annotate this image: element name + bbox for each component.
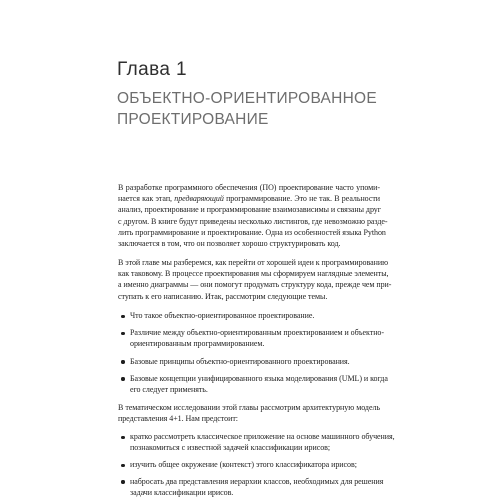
text-line: Базовые принципы объектно-ориентированного проектирования. [130, 356, 350, 366]
text-line [118, 193, 380, 204]
chapter-title-line: ПРОЕКТИРОВАНИЕ [117, 111, 269, 128]
bullet-icon [121, 315, 124, 318]
topic-item [118, 310, 380, 321]
text-line: ступать к его написанию. Итак, рассмотрим следующие темы. [118, 291, 328, 301]
plan-paragraph [118, 257, 392, 302]
bullet-icon [121, 360, 124, 363]
chapter-title [117, 88, 377, 130]
text-line: набросать два представления иерархии классов, необходимых для решения [130, 476, 384, 486]
text-line: задачи классификации ирисов. [130, 487, 234, 497]
text-line: как таковому. В процессе проектирования мы сформируем наглядные элементы, [118, 269, 389, 279]
task-item [118, 476, 384, 498]
text-line: лить программирование и проектирование. Одна из особенностей языка Python [118, 227, 386, 237]
topic-item [118, 356, 380, 367]
chapter-title-line: ОБЪЕКТНО-ОРИЕНТИРОВАННОЕ [117, 90, 377, 107]
case-study-paragraph [118, 402, 380, 424]
tasks-list [118, 431, 395, 498]
bullet-icon [121, 377, 124, 380]
text-line: анализ, проектирование и программирование взаимозависимы и связаны друг [118, 205, 381, 215]
text-line: представления 4+1. Нам предстоит: [118, 414, 238, 424]
text-line: его следует применять. [130, 384, 208, 394]
text-segment: программирование. Это не так. В реальности [223, 194, 380, 204]
bullet-icon [121, 436, 124, 439]
task-item [118, 431, 395, 453]
topic-item [118, 327, 384, 349]
text-line: Что такое объектно-ориентированное проектирование. [130, 311, 315, 320]
text-line: В этой главе мы разберемся, как перейти от хорошей идеи к программированию [118, 258, 389, 267]
text-line: а именно диаграммы — они помогут продумать структуру кода, прежде чем при- [118, 280, 392, 290]
intro-paragraph [118, 182, 388, 249]
text-line: познакомиться с известной задачей классификации ирисов; [130, 443, 331, 453]
chapter-label: Глава 1 [117, 59, 187, 80]
text-line: ориентированным программированием. [130, 339, 265, 349]
task-item [118, 459, 380, 470]
text-line: с другом. В книге будут приведены несколько листингов, где невозможно разде- [118, 216, 388, 226]
text-line: Базовые концепции унифицированного языка моделирования (UML) и когда [130, 373, 388, 383]
text-line: изучить общее окружение (контекст) этого классификатора ирисов; [130, 459, 357, 469]
topics-list [118, 310, 388, 395]
text-segment: нается как этап, [118, 194, 175, 204]
topic-item [118, 373, 388, 395]
bullet-icon [121, 464, 124, 467]
text-line: Различие между объектно-ориентированным проектированием и объектно- [130, 328, 384, 338]
bullet-icon [121, 332, 124, 335]
text-line: кратко рассмотреть классическое приложение на основе машинного обучения, [130, 432, 395, 441]
text-line: В тематическом исследовании этой главы рассмотрим архитектурную модель [118, 403, 380, 412]
text-line: заключается в том, что он позволяет хорошо структурировать код. [118, 238, 341, 248]
emphasized-word: предваряющий [174, 194, 224, 204]
bullet-icon [121, 480, 124, 483]
text-line: В разработке программного обеспечения (ПО) проектирование часто упоми- [118, 183, 380, 192]
